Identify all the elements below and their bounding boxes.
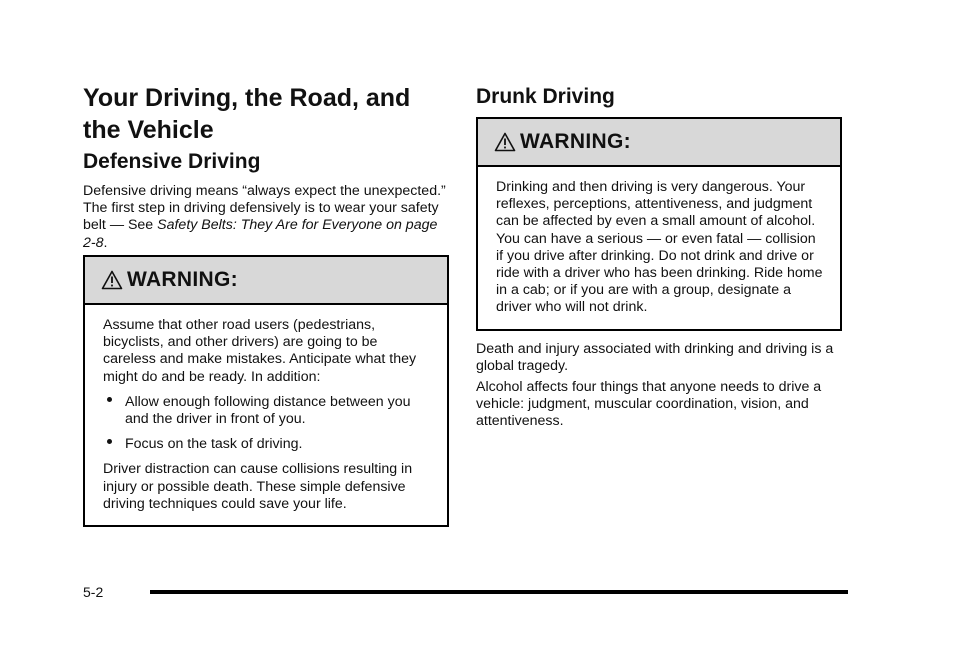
warning-body xyxy=(85,305,447,525)
paragraph-global-tragedy: Death and injury associated with drinking and driving is a global tragedy. xyxy=(476,341,834,375)
warning-bullet-list xyxy=(103,394,431,454)
bullet-icon xyxy=(107,397,112,402)
cross-reference-link[interactable]: Safety Belts: They Are for Everyone on page 2-8 xyxy=(83,217,438,251)
paragraph-alcohol-effects: Alcohol affects four things that anyone needs to drive a vehicle: judgment, muscular coordination, vision, and attentiveness. xyxy=(476,379,822,430)
warning-title: WARNING: xyxy=(127,268,238,291)
warning-box-drunk-driving xyxy=(476,117,842,331)
intro-paragraph xyxy=(83,183,449,252)
warning-title: WARNING: xyxy=(520,130,631,153)
warning-body xyxy=(478,167,840,329)
warning-text: Assume that other road users (pedestrians, bicyclists, and other drivers) are going to be careless and make mistakes. Anticipate what they might do and be ready. In addition: xyxy=(103,317,417,385)
subsection-heading: Defensive Driving xyxy=(83,150,261,173)
warning-triangle-icon xyxy=(101,270,123,290)
list-item-text: Allow enough following distance between you and the driver in front of you. xyxy=(125,393,411,428)
section-heading: Your Driving, the Road, and the Vehicle xyxy=(83,84,411,144)
list-item xyxy=(103,436,431,453)
intro-end: . xyxy=(103,234,108,251)
list-item-text: Focus on the task of driving. xyxy=(125,436,303,453)
warning-text: Drinking and then driving is very dangerous. Your reflexes, perceptions, attentiveness, and judgment can be affected by even a small amount of alcohol. You can have a serious — or even fatal — collision if you drive after drinking. Do not drink and drive or ride with a driver who has been drinking. Ride home in a cab; or if you are with a group, designate a driver who will not drink. xyxy=(496,179,823,316)
warning-box-defensive xyxy=(83,255,449,527)
intro-text: Defensive driving means “always expect the unexpected.” The first step in driving defensively is to wear your safety belt — See xyxy=(83,183,446,234)
section-heading-drunk-driving: Drunk Driving xyxy=(476,85,615,108)
warning-triangle-icon xyxy=(494,132,516,152)
bullet-icon xyxy=(107,439,112,444)
page-number: 5-2 xyxy=(83,584,104,600)
warning-closing-text: Driver distraction can cause collisions resulting in injury or possible death. These simple defensive driving techniques could save your life. xyxy=(103,461,413,512)
list-item xyxy=(103,394,431,428)
warning-header xyxy=(85,257,447,305)
footer-divider xyxy=(150,590,848,594)
warning-header xyxy=(478,119,840,167)
